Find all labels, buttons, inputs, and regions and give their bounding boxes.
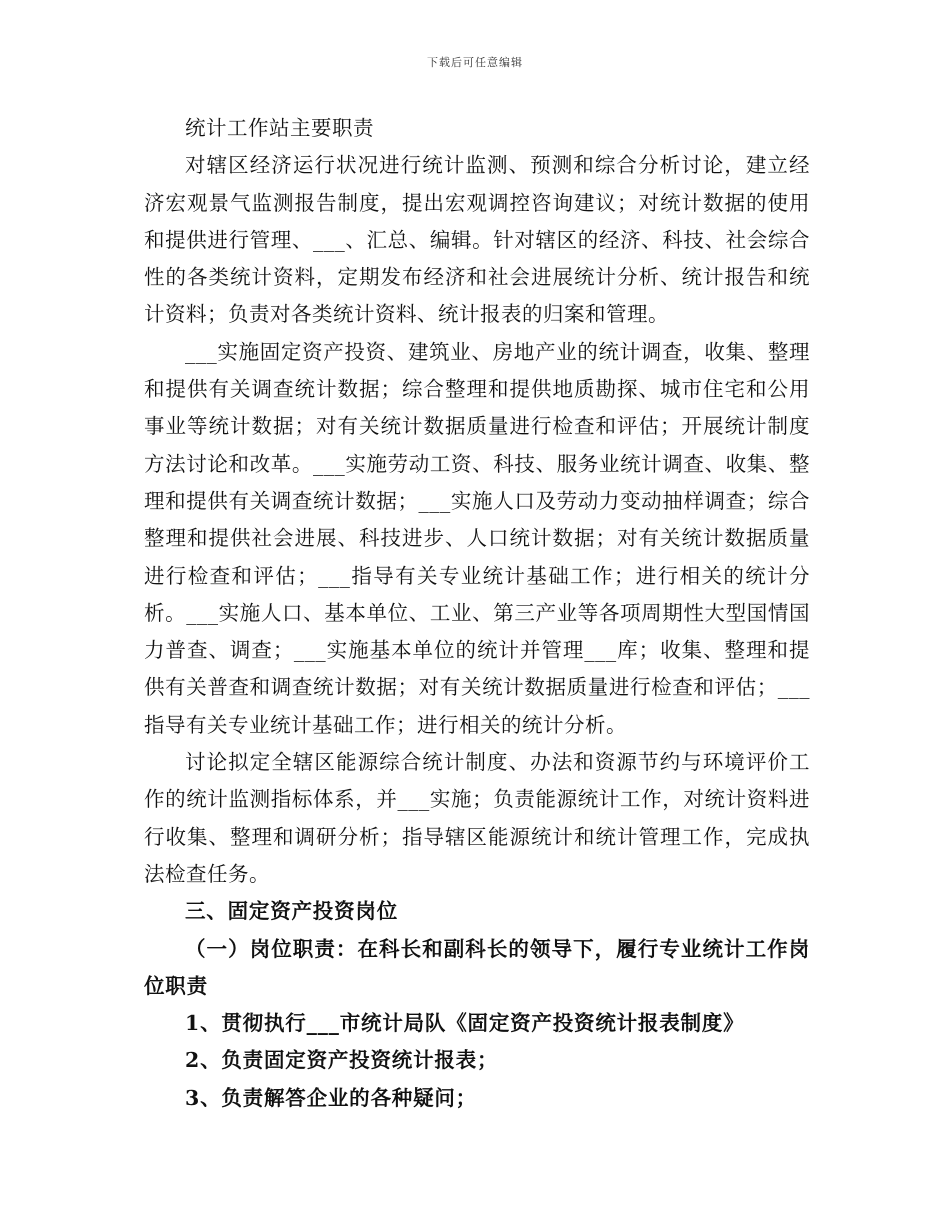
list-item: 2、负责固定资产投资统计报表； [185,1048,499,1073]
paragraph: 对辖区经济运行状况进行统计监测、预测和综合分析讨论，建立经济宏观景气监测报告制度，提出宏观调控咨询建议；对统计数据的使用和提供进行管理、___、汇总、编辑。针对辖区的经济、科技、社会综合性的各类统计资料，定期发布经济和社会进展统计分析、统计报告和统计资料；负责对各类统计资料、统计报表的归案和管理。 [144,153,810,327]
sub-heading: （一）岗位职责：在科长和副科长的领导下，履行专业统计工作岗位职责 [144,936,810,998]
list-item: 3、负责解答企业的各种疑问； [185,1085,477,1110]
paragraph: 讨论拟定全辖区能源综合统计制度、办法和资源节约与环境评价工作的统计监测指标体系，并___实施；负责能源统计工作，对统计资料进行收集、整理和调研分析；指导辖区能源统计和统计管理工作，完成执法检查任务。 [144,750,810,886]
list-item: 1、贯彻执行___市统计局队《固定资产投资统计报表制度》 [185,1011,745,1036]
paragraph: ___实施固定资产投资、建筑业、房地产业的统计调查，收集、整理和提供有关调查统计数据；综合整理和提供地质勘探、城市住宅和公用事业等统计数据；对有关统计数据质量进行检查和评估；开展统计制度方法讨论和改革。___实施劳动工资、科技、服务业统计调查、收集、整理和提供有关调查统计数据；___实施人口及劳动力变动抽样调查；综合整理和提供社会进展、科技进步、人口统计数据；对有关统计数据质量进行检查和评估；___指导有关专业统计基础工作；进行相关的统计分析。___实施人口、基本单位、工业、第三产业等各项周期性大型国情国力普查、调查；___实施基本单位的统计并管理___库；收集、整理和提供有关普查和调查统计数据；对有关统计数据质量进行检查和评估；___指导有关专业统计基础工作；进行相关的统计分析。 [144,339,810,737]
document-body [144,110,810,1117]
section-heading: 三、固定资产投资岗位 [185,899,398,924]
document-title: 统计工作站主要职责 [185,116,374,140]
page-header: 下载后可任意编辑 [427,56,523,69]
